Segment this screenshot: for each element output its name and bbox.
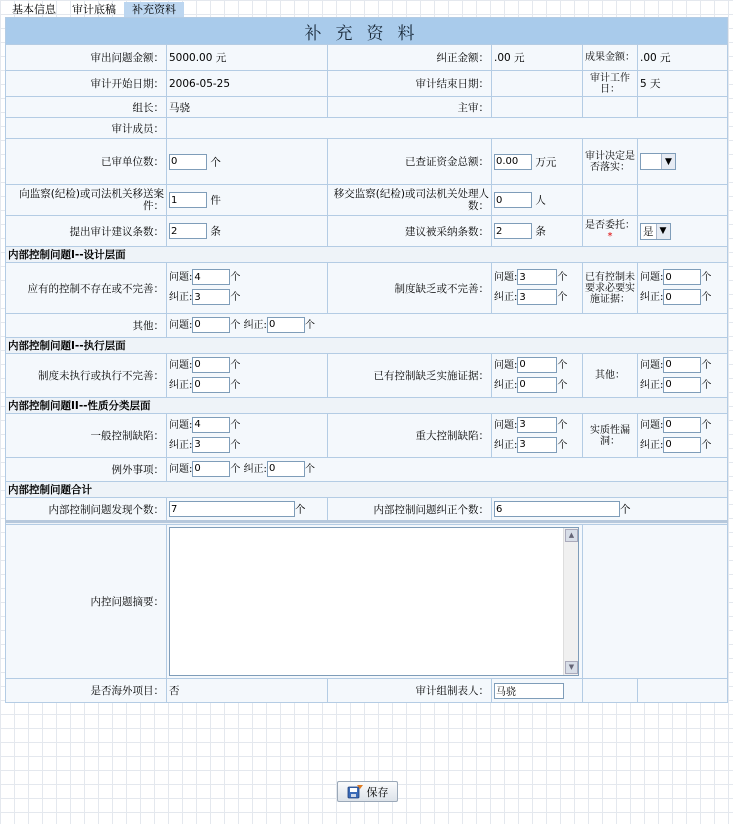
adopted-input[interactable]	[494, 223, 532, 239]
funds-cell	[492, 139, 583, 185]
result-amount-label: 成果金额：	[583, 45, 638, 71]
unit-label: 个	[557, 359, 568, 371]
design-a-label: 应有的控制不存在或不完善：	[6, 263, 167, 314]
workdays-value: 5 天	[638, 71, 728, 97]
corrected-count-input[interactable]	[494, 501, 620, 517]
units-cell	[167, 139, 328, 185]
nature-a-label: 一般控制缺陷：	[6, 414, 167, 458]
design-b-label: 制度缺乏或不完善：	[328, 263, 492, 314]
unit-label: 个	[557, 292, 568, 303]
unit-label: 个	[557, 272, 568, 283]
funds-unit: 万元	[535, 156, 557, 168]
correct-label: 纠正:	[169, 379, 193, 391]
save-button[interactable]	[337, 781, 398, 802]
correct-label: 纠正:	[640, 439, 664, 451]
problem-label: 问题:	[169, 359, 193, 371]
problem-label: 问题:	[494, 272, 518, 283]
exec-c-problem-input[interactable]	[663, 357, 701, 373]
chevron-down-icon[interactable]: ▼	[661, 154, 675, 169]
exec-c-correct-input[interactable]	[663, 377, 701, 393]
correct-label: 纠正:	[243, 463, 267, 475]
suggestions-label: 提出审计建议条数：	[6, 216, 167, 247]
unit-label: 个	[230, 379, 241, 391]
unit-label: 个	[701, 272, 712, 283]
design-a-cell	[167, 263, 328, 314]
correct-label: 纠正:	[640, 379, 664, 391]
save-icon	[347, 784, 364, 799]
section-design-title: 内部控制问题I--设计层面	[6, 247, 728, 263]
audit-amount-label: 审出问题金额：	[6, 45, 167, 71]
start-date-value: 2006-05-25	[167, 71, 328, 97]
funds-label: 已查证资金总额：	[328, 139, 492, 185]
supplementary-form	[5, 17, 728, 703]
members-label: 审计成员：	[6, 118, 167, 139]
units-label: 已审单位数：	[6, 139, 167, 185]
empty-cell	[638, 185, 728, 216]
design-other-correct-input[interactable]	[267, 317, 305, 333]
adopted-unit: 条	[535, 225, 546, 238]
units-unit: 个	[210, 156, 221, 168]
transfer-people-unit: 人	[535, 194, 546, 207]
suggestions-input[interactable]	[169, 223, 207, 239]
page-title: 补充资料	[6, 18, 728, 45]
required-mark: *	[607, 231, 613, 242]
design-other-cell	[167, 314, 728, 338]
empty-cell	[638, 97, 728, 118]
unit-label: 个	[304, 463, 315, 475]
correct-label: 纠正:	[494, 439, 518, 451]
section-total-title: 内部控制问题合计	[6, 482, 728, 498]
correct-label: 纠正:	[243, 319, 267, 331]
design-other-problem-input[interactable]	[192, 317, 230, 333]
correct-label: 纠正:	[494, 292, 518, 303]
unit-label: 个	[557, 439, 568, 451]
exec-b-correct-input[interactable]	[517, 377, 557, 393]
unit-label: 个	[295, 503, 306, 516]
tab-bar	[4, 2, 184, 18]
decision-label: 审计决定是否落实：	[583, 139, 638, 185]
leader-label: 组长：	[6, 97, 167, 118]
exec-a-cell	[167, 354, 328, 398]
unit-label: 个	[701, 439, 712, 451]
reviewer-value	[492, 97, 583, 118]
unit-label: 个	[230, 319, 241, 331]
tab-basic-info[interactable]: 基本信息	[12, 3, 56, 16]
design-b-problem-input[interactable]	[517, 269, 557, 285]
exception-cell	[167, 458, 728, 482]
unit-label: 个	[701, 359, 712, 371]
exec-b-cell	[492, 354, 583, 398]
empty-cell	[583, 679, 638, 703]
problem-label: 问题:	[640, 419, 664, 431]
unit-label: 个	[230, 419, 241, 431]
unit-label: 个	[230, 272, 241, 283]
unit-label: 个	[230, 439, 241, 451]
unit-label: 个	[701, 419, 712, 431]
scrollbar[interactable]	[563, 528, 578, 675]
section-nature-title: 内部控制问题II--性质分类层面	[6, 398, 728, 414]
unit-label: 个	[230, 292, 241, 303]
design-b-cell	[492, 263, 583, 314]
problem-label: 问题:	[169, 272, 193, 283]
entrusted-select-value: 是	[643, 225, 654, 238]
unit-label: 个	[620, 503, 631, 516]
exec-b-problem-input[interactable]	[517, 357, 557, 373]
transfer-people-input[interactable]	[494, 192, 532, 208]
transfer-cases-unit: 件	[210, 194, 221, 207]
scroll-down-icon[interactable]: ▼	[565, 661, 578, 674]
transfer-people-cell	[492, 185, 583, 216]
design-c-cell	[638, 263, 728, 314]
units-input[interactable]	[169, 154, 207, 170]
exec-b-label: 已有控制缺乏实施证据：	[328, 354, 492, 398]
summary-cell	[167, 525, 583, 679]
nature-b-problem-input[interactable]	[517, 417, 557, 433]
suggestions-cell	[167, 216, 328, 247]
transfer-people-label: 移交监察(纪检)或司法机关处理人数：	[328, 185, 492, 216]
exception-problem-input[interactable]	[192, 461, 230, 477]
exception-label: 例外事项：	[6, 458, 167, 482]
empty-cell	[638, 679, 728, 703]
design-other-label: 其他：	[6, 314, 167, 338]
start-date-label: 审计开始日期：	[6, 71, 167, 97]
design-c-label: 已有控制未要求必要实施证据：	[583, 263, 638, 314]
preparer-label: 审计组制表人：	[328, 679, 492, 703]
decision-select[interactable]	[640, 153, 676, 170]
correct-label: 纠正:	[494, 379, 518, 391]
nature-c-problem-input[interactable]	[663, 417, 701, 433]
entrusted-label: 是否委托：	[585, 220, 635, 231]
problem-label: 问题:	[169, 319, 193, 331]
corrected-count-cell	[492, 498, 728, 522]
exception-correct-input[interactable]	[267, 461, 305, 477]
found-count-input[interactable]	[169, 501, 295, 517]
entrusted-cell	[638, 216, 728, 247]
decision-cell	[638, 139, 728, 185]
nature-a-cell	[167, 414, 328, 458]
design-c-correct-input[interactable]	[663, 289, 701, 305]
nature-c-label: 实质性漏洞：	[583, 414, 638, 458]
unit-label: 个	[701, 379, 712, 391]
unit-label: 个	[701, 292, 712, 303]
transfer-cases-label: 向监察(纪检)或司法机关移送案件：	[6, 185, 167, 216]
nature-b-label: 重大控制缺陷：	[328, 414, 492, 458]
overseas-label: 是否海外项目：	[6, 679, 167, 703]
members-value	[167, 118, 728, 139]
design-b-correct-input[interactable]	[517, 289, 557, 305]
section-execution-title: 内部控制问题I--执行层面	[6, 338, 728, 354]
corrected-count-label: 内部控制问题纠正个数：	[328, 498, 492, 522]
design-a-problem-input[interactable]	[192, 269, 230, 285]
preparer-input[interactable]	[494, 683, 564, 699]
preparer-cell	[492, 679, 583, 703]
tab-audit-draft[interactable]: 审计底稿	[72, 3, 116, 16]
save-label: 保存	[366, 785, 389, 799]
problem-label: 问题:	[494, 359, 518, 371]
correct-amount-value: .00 元	[492, 45, 583, 71]
nature-c-cell	[638, 414, 728, 458]
transfer-cases-input[interactable]	[169, 192, 207, 208]
correct-amount-label: 纠正金额：	[328, 45, 492, 71]
exec-c-label: 其他：	[583, 354, 638, 398]
entrusted-label-cell	[583, 216, 638, 247]
adopted-cell	[492, 216, 583, 247]
problem-label: 问题:	[640, 272, 664, 283]
funds-input[interactable]	[494, 154, 532, 170]
end-date-label: 审计结束日期：	[328, 71, 492, 97]
found-count-cell	[167, 498, 328, 522]
chevron-down-icon[interactable]: ▼	[656, 224, 670, 239]
exec-a-label: 制度未执行或执行不完善：	[6, 354, 167, 398]
design-a-correct-input[interactable]	[192, 289, 230, 305]
suggestions-unit: 条	[210, 225, 221, 238]
adopted-label: 建议被采纳条数：	[328, 216, 492, 247]
nature-c-correct-input[interactable]	[663, 437, 701, 453]
summary-textarea[interactable]	[169, 527, 579, 676]
summary-label: 内控问题摘要：	[6, 525, 167, 679]
exec-a-correct-input[interactable]	[192, 377, 230, 393]
leader-value: 马骁	[167, 97, 328, 118]
exec-a-problem-input[interactable]	[192, 357, 230, 373]
empty-cell	[583, 97, 638, 118]
problem-label: 问题:	[640, 359, 664, 371]
unit-label: 个	[230, 359, 241, 371]
nature-b-correct-input[interactable]	[517, 437, 557, 453]
unit-label: 个	[304, 319, 315, 331]
overseas-value: 否	[167, 679, 328, 703]
problem-label: 问题:	[169, 463, 193, 475]
nature-b-cell	[492, 414, 583, 458]
unit-label: 个	[557, 419, 568, 431]
empty-cell	[583, 185, 638, 216]
tab-supplementary[interactable]: 补充资料	[124, 2, 184, 18]
entrusted-select[interactable]	[640, 223, 671, 240]
problem-label: 问题:	[494, 419, 518, 431]
end-date-value	[492, 71, 583, 97]
correct-label: 纠正:	[169, 439, 193, 451]
design-c-problem-input[interactable]	[663, 269, 701, 285]
audit-amount-value: 5000.00 元	[167, 45, 328, 71]
nature-a-problem-input[interactable]	[192, 417, 230, 433]
found-count-label: 内部控制问题发现个数：	[6, 498, 167, 522]
nature-a-correct-input[interactable]	[192, 437, 230, 453]
scroll-up-icon[interactable]: ▲	[565, 529, 578, 542]
workdays-label: 审计工作日：	[583, 71, 638, 97]
transfer-cases-cell	[167, 185, 328, 216]
correct-label: 纠正:	[640, 292, 664, 303]
exec-c-cell	[638, 354, 728, 398]
problem-label: 问题:	[169, 419, 193, 431]
correct-label: 纠正:	[169, 292, 193, 303]
result-amount-value: .00 元	[638, 45, 728, 71]
unit-label: 个	[557, 379, 568, 391]
empty-cell	[583, 525, 728, 679]
unit-label: 个	[230, 463, 241, 475]
reviewer-label: 主审：	[328, 97, 492, 118]
